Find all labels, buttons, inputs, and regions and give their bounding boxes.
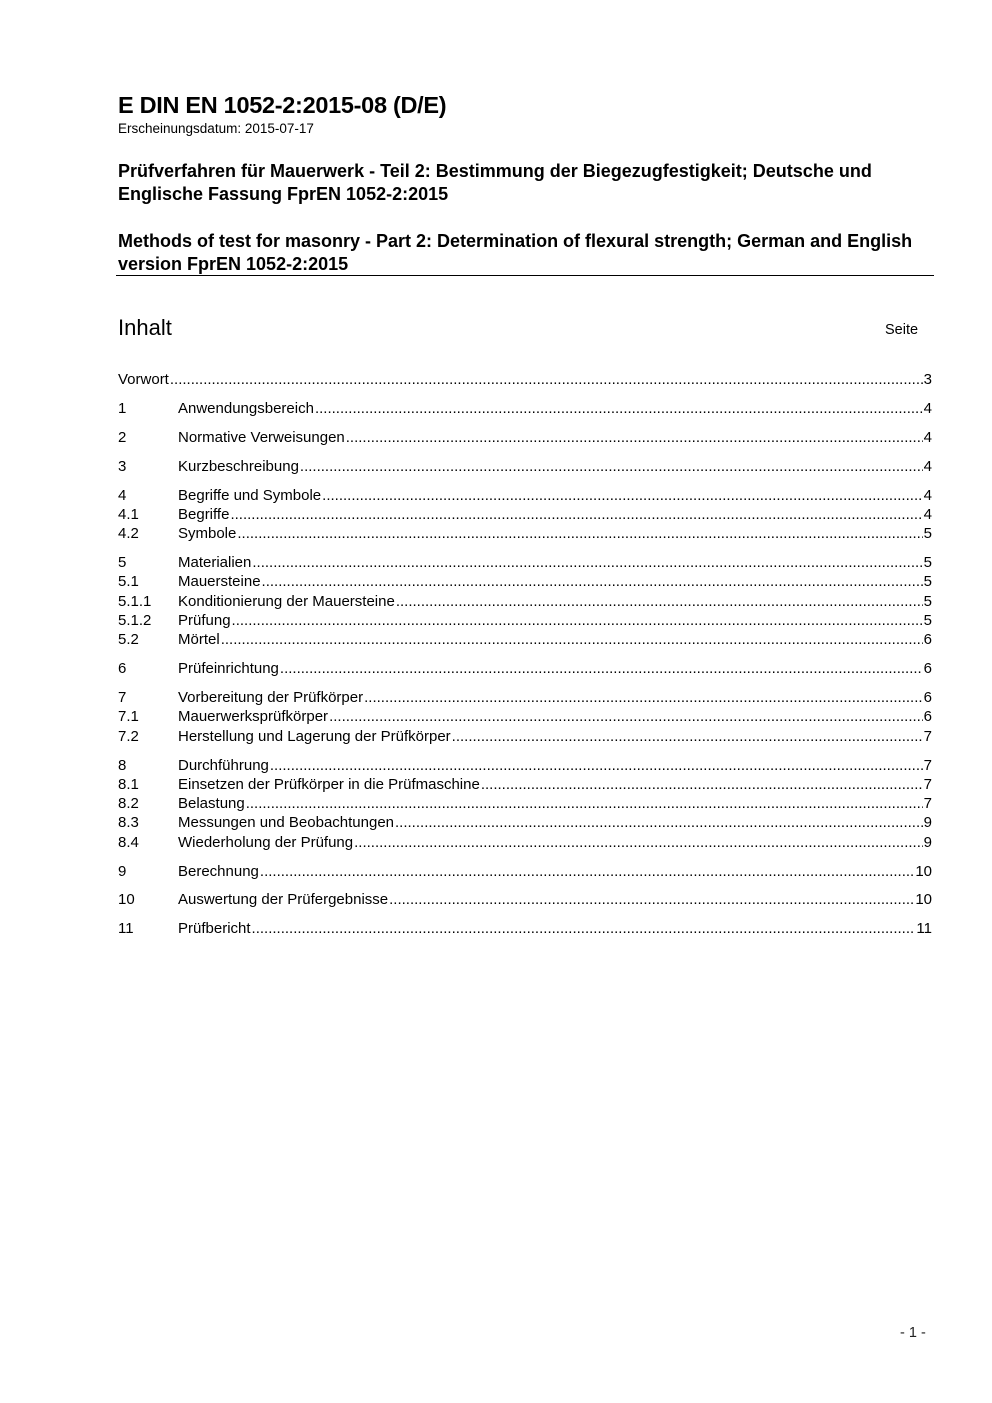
toc-entry[interactable] — [118, 592, 932, 611]
toc-entry-page: 5 — [923, 611, 932, 629]
toc-dot-leader — [354, 833, 923, 852]
toc-entry[interactable] — [118, 707, 932, 726]
toc-dot-leader — [170, 370, 923, 389]
toc-dot-leader — [232, 611, 923, 630]
toc-dot-leader — [396, 592, 923, 611]
table-of-contents — [118, 370, 932, 939]
toc-entry-number: 5.1.1 — [118, 592, 152, 610]
toc-entry[interactable] — [118, 486, 932, 505]
toc-entry-number: 5.1.2 — [118, 611, 152, 629]
toc-entry-number: 8.2 — [118, 795, 139, 813]
toc-entry-number: 5 — [118, 554, 127, 572]
toc-entry[interactable] — [118, 572, 932, 591]
toc-entry-title: Berechnung — [178, 862, 259, 880]
toc-dot-leader — [270, 756, 923, 775]
toc-entry-page: 9 — [923, 814, 932, 832]
toc-entry[interactable] — [118, 890, 932, 909]
toc-entry-title: Herstellung und Lagerung der Prüfkörper — [178, 727, 451, 745]
toc-entry-page: 7 — [923, 727, 932, 745]
toc-entry-page: 11 — [916, 920, 932, 938]
toc-entry-title: Messungen und Beobachtungen — [178, 814, 395, 832]
toc-entry-page: 5 — [923, 573, 932, 591]
toc-entry-number: 4 — [118, 486, 127, 504]
toc-entry-title: Normative Verweisungen — [178, 428, 345, 446]
title-german: Prüfverfahren für Mauerwerk - Teil 2: Bestimmung der Biegezugfestigkeit; Deutsche und Englische Fassung FprEN 1052-2:2015 — [118, 161, 872, 204]
toc-entry-number: 11 — [118, 920, 134, 938]
toc-entry-title: Konditionierung der Mauersteine — [178, 592, 395, 610]
toc-entry-title: Kurzbeschreibung — [178, 457, 299, 475]
publication-date: Erscheinungsdatum: 2015-07-17 — [118, 121, 314, 136]
toc-entry-number: 1 — [118, 399, 127, 417]
toc-entry-number: 8.4 — [118, 833, 139, 851]
toc-entry-title: Durchführung — [178, 756, 269, 774]
document-id: E DIN EN 1052-2:2015-08 (D/E) — [118, 92, 447, 118]
toc-entry-number: 6 — [118, 660, 127, 678]
toc-entry[interactable] — [118, 813, 932, 832]
toc-dot-leader — [246, 794, 923, 813]
toc-entry-page: 9 — [923, 833, 932, 851]
toc-entry-title: Mauersteine — [178, 573, 261, 591]
toc-entry-page: 6 — [923, 689, 932, 707]
toc-entry-title: Auswertung der Prüfergebnisse — [178, 891, 389, 909]
toc-entry-number: 7.1 — [118, 708, 139, 726]
toc-entry-page: 10 — [915, 891, 932, 909]
toc-entry[interactable] — [118, 370, 932, 389]
toc-entry-title: Vorbereitung der Prüfkörper — [178, 689, 364, 707]
toc-entry-page: 3 — [923, 371, 932, 388]
toc-entry-page: 7 — [923, 756, 932, 774]
toc-entry-number: 4.1 — [118, 505, 139, 523]
toc-entry-page: 5 — [923, 592, 932, 610]
toc-dot-leader — [280, 659, 923, 678]
toc-entry[interactable] — [118, 505, 932, 524]
toc-entry-title: Materialien — [178, 554, 252, 572]
toc-entry-title: Symbole — [178, 525, 237, 543]
toc-entry-title: Wiederholung der Prüfung — [178, 833, 354, 851]
toc-entry-number: 5.1 — [118, 573, 139, 591]
toc-entry-title: Begriffe und Symbole — [178, 486, 322, 504]
toc-dot-leader — [322, 486, 923, 505]
toc-dot-leader — [230, 505, 922, 524]
toc-entry-title: Begriffe — [178, 505, 230, 523]
toc-entry-number: 3 — [118, 457, 127, 475]
toc-entry-title: Vorwort — [118, 371, 169, 388]
toc-entry[interactable] — [118, 659, 932, 678]
toc-entry-title: Prüfeinrichtung — [178, 660, 279, 678]
toc-entry-title: Mauerwerksprüfkörper — [178, 708, 329, 726]
toc-heading: Inhalt — [118, 315, 172, 340]
toc-page-column-label: Seite — [885, 322, 919, 338]
toc-entry-number: 8.3 — [118, 814, 139, 832]
toc-entry[interactable] — [118, 428, 932, 447]
toc-entry-number: 9 — [118, 862, 127, 880]
toc-entry[interactable] — [118, 630, 932, 649]
toc-entry-number: 7 — [118, 689, 127, 707]
toc-entry-title: Anwendungsbereich — [178, 399, 314, 417]
toc-entry-page: 6 — [923, 631, 932, 649]
toc-entry-page: 4 — [923, 428, 932, 446]
toc-entry[interactable] — [118, 457, 932, 476]
toc-entry-number: 10 — [118, 891, 135, 909]
toc-entry-page: 7 — [923, 775, 932, 793]
title-divider — [116, 275, 934, 276]
toc-dot-leader — [452, 727, 923, 746]
toc-entry-title: Prüfung — [178, 611, 231, 629]
toc-entry-title: Prüfbericht — [178, 920, 251, 938]
footer-page-number: - 1 - — [900, 1325, 926, 1341]
toc-entry-number: 4.2 — [118, 525, 139, 543]
toc-entry-page: 4 — [923, 486, 932, 504]
toc-entry-page: 6 — [923, 660, 932, 678]
toc-entry[interactable] — [118, 756, 932, 775]
toc-entry[interactable] — [118, 727, 932, 746]
toc-dot-leader — [252, 553, 922, 572]
toc-dot-leader — [237, 524, 922, 543]
toc-entry-number: 2 — [118, 428, 127, 446]
toc-dot-leader — [260, 862, 914, 881]
toc-entry-number: 8 — [118, 756, 127, 774]
toc-entry-number: 5.2 — [118, 631, 139, 649]
toc-dot-leader — [221, 630, 923, 649]
toc-entry[interactable] — [118, 611, 932, 630]
toc-entry-page: 4 — [923, 505, 932, 523]
toc-entry-title: Einsetzen der Prüfkörper in die Prüfmaschine — [178, 775, 480, 793]
toc-entry-page: 5 — [923, 554, 932, 572]
toc-entry[interactable] — [118, 919, 932, 938]
toc-entry-page: 4 — [923, 457, 932, 475]
title-english: Methods of test for masonry - Part 2: Determination of flexural strength; German and English version FprEN 1052-2:2015 — [118, 231, 913, 274]
toc-entry[interactable] — [118, 688, 932, 707]
toc-dot-leader — [481, 775, 923, 794]
toc-dot-leader — [252, 919, 916, 938]
toc-entry[interactable] — [118, 775, 932, 794]
toc-entry[interactable] — [118, 794, 932, 813]
toc-entry-page: 4 — [923, 399, 932, 417]
toc-entry-title: Mörtel — [178, 631, 220, 649]
toc-entry-number: 8.1 — [118, 775, 139, 793]
toc-dot-leader — [395, 813, 923, 832]
toc-entry-title: Belastung — [178, 795, 245, 813]
toc-entry-page: 10 — [915, 862, 932, 880]
toc-entry[interactable] — [118, 862, 932, 881]
toc-entry[interactable] — [118, 553, 932, 572]
toc-dot-leader — [329, 707, 923, 726]
toc-entry-page: 7 — [923, 795, 932, 813]
toc-dot-leader — [300, 457, 923, 476]
toc-entry[interactable] — [118, 524, 932, 543]
toc-entry[interactable] — [118, 399, 932, 418]
toc-dot-leader — [315, 399, 923, 418]
toc-entry-page: 6 — [923, 708, 932, 726]
toc-entry-number: 7.2 — [118, 727, 139, 745]
toc-dot-leader — [389, 890, 914, 909]
toc-dot-leader — [346, 428, 923, 447]
toc-dot-leader — [262, 572, 923, 591]
toc-entry-page: 5 — [923, 525, 932, 543]
toc-dot-leader — [364, 688, 923, 707]
toc-entry[interactable] — [118, 833, 932, 852]
